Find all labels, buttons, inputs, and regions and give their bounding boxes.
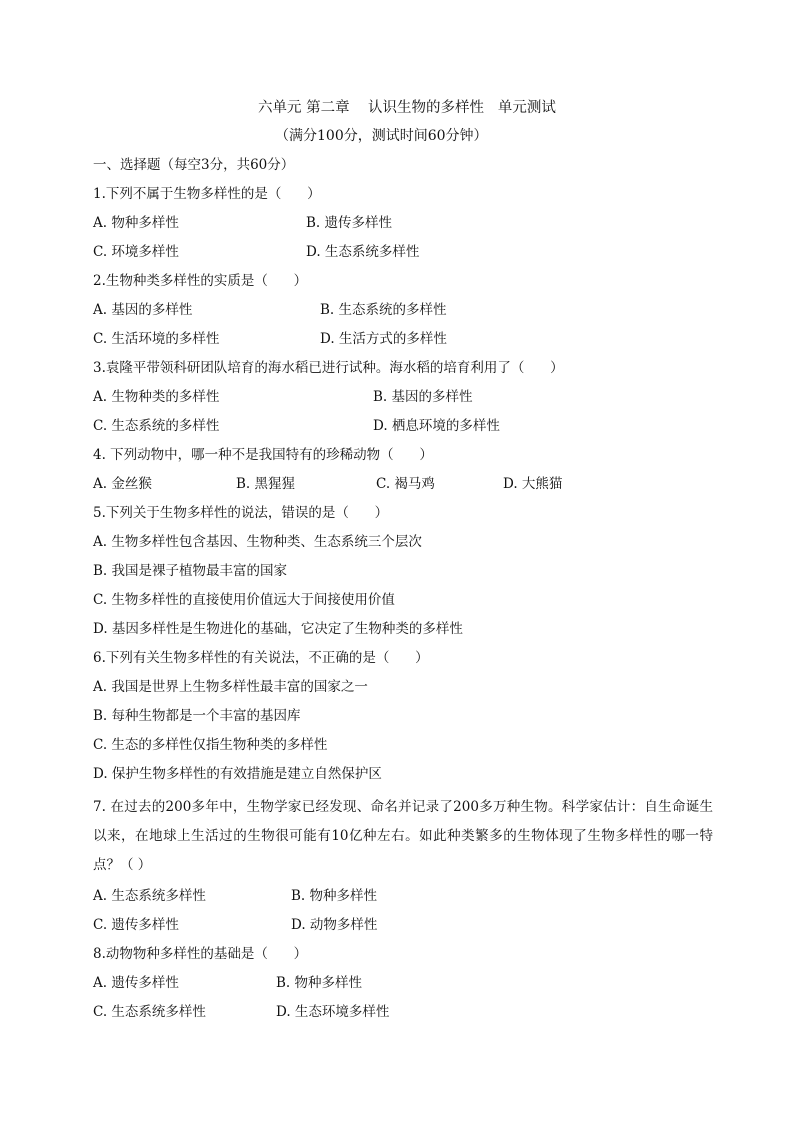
question-5-option-b: B. 我国是裸子植物最丰富的国家 <box>93 563 288 579</box>
question-8-stem: 8.动物物种多样性的基础是（ ） <box>93 946 308 962</box>
question-7-option-d: D. 动物多样性 <box>291 917 378 933</box>
question-2-option-c: C. 生活环境的多样性 <box>93 331 220 347</box>
question-8-option-b: B. 物种多样性 <box>276 975 363 991</box>
question-4-option-c: C. 褐马鸡 <box>376 476 435 492</box>
section-heading: 一、选择题（每空3分，共60分） <box>93 157 295 173</box>
question-7-option-a: A. 生态系统多样性 <box>93 888 206 904</box>
question-6-option-c: C. 生态的多样性仅指生物种类的多样性 <box>93 737 328 753</box>
question-7-option-b: B. 物种多样性 <box>291 888 378 904</box>
question-4-stem: 4. 下列动物中，哪一种不是我国特有的珍稀动物（ ） <box>93 447 433 463</box>
page-subtitle: （满分100分，测试时间60分钟） <box>275 128 488 144</box>
question-1-option-d: D. 生态系统多样性 <box>306 244 420 260</box>
question-5-option-c: C. 生物多样性的直接使用价值远大于间接使用价值 <box>93 592 395 608</box>
question-2-option-d: D. 生活方式的多样性 <box>320 331 447 347</box>
question-2-option-a: A. 基因的多样性 <box>93 302 193 318</box>
question-4-option-b: B. 黑猩猩 <box>236 476 296 492</box>
question-6-option-d: D. 保护生物多样性的有效措施是建立自然保护区 <box>93 766 382 782</box>
question-2-stem: 2.生物种类多样性的实质是（ ） <box>93 273 308 289</box>
question-6-option-b: B. 每种生物都是一个丰富的基因库 <box>93 708 301 724</box>
question-5-stem: 5.下列关于生物多样性的说法，错误的是（ ） <box>93 505 389 521</box>
question-7-stem: 7. 在过去的200多年中，生物学家已经发现、命名并记录了200多万种生物。科学家估计：自生命诞生以来，在地球上生活过的生物很可能有10亿种左右。如此种类繁多的生物体现了生物多样性的哪一特点？（ ） <box>93 799 713 873</box>
question-7-option-c: C. 遗传多样性 <box>93 917 179 933</box>
question-2-option-b: B. 生态系统的多样性 <box>320 302 447 318</box>
question-6-option-a: A. 我国是世界上生物多样性最丰富的国家之一 <box>93 679 368 695</box>
question-4-option-a: A. 金丝猴 <box>93 476 152 492</box>
question-6-stem: 6.下列有关生物多样性的有关说法，不正确的是（ ） <box>93 650 429 666</box>
question-8-option-a: A. 遗传多样性 <box>93 975 179 991</box>
question-3-option-b: B. 基因的多样性 <box>373 389 473 405</box>
question-3-option-c: C. 生态系统的多样性 <box>93 418 220 434</box>
question-3-stem: 3.袁隆平带领科研团队培育的海水稻已进行试种。海水稻的培育利用了（ ） <box>93 360 564 376</box>
question-4-option-d: D. 大熊猫 <box>503 476 563 492</box>
question-3-option-d: D. 栖息环境的多样性 <box>373 418 500 434</box>
question-3-option-a: A. 生物种类的多样性 <box>93 389 220 405</box>
question-5-option-a: A. 生物多样性包含基因、生物种类、生态系统三个层次 <box>93 534 422 550</box>
page-title: 六单元 第二章 认识生物的多样性 单元测试 <box>258 100 556 116</box>
question-8-option-d: D. 生态环境多样性 <box>276 1004 390 1020</box>
question-1-option-a: A. 物种多样性 <box>93 215 179 231</box>
question-1-option-c: C. 环境多样性 <box>93 244 179 260</box>
question-5-option-d: D. 基因多样性是生物进化的基础，它决定了生物种类的多样性 <box>93 621 463 637</box>
question-1-option-b: B. 遗传多样性 <box>306 215 393 231</box>
question-8-option-c: C. 生态系统多样性 <box>93 1004 206 1020</box>
question-1-stem: 1.下列不属于生物多样性的是（ ） <box>93 186 321 202</box>
